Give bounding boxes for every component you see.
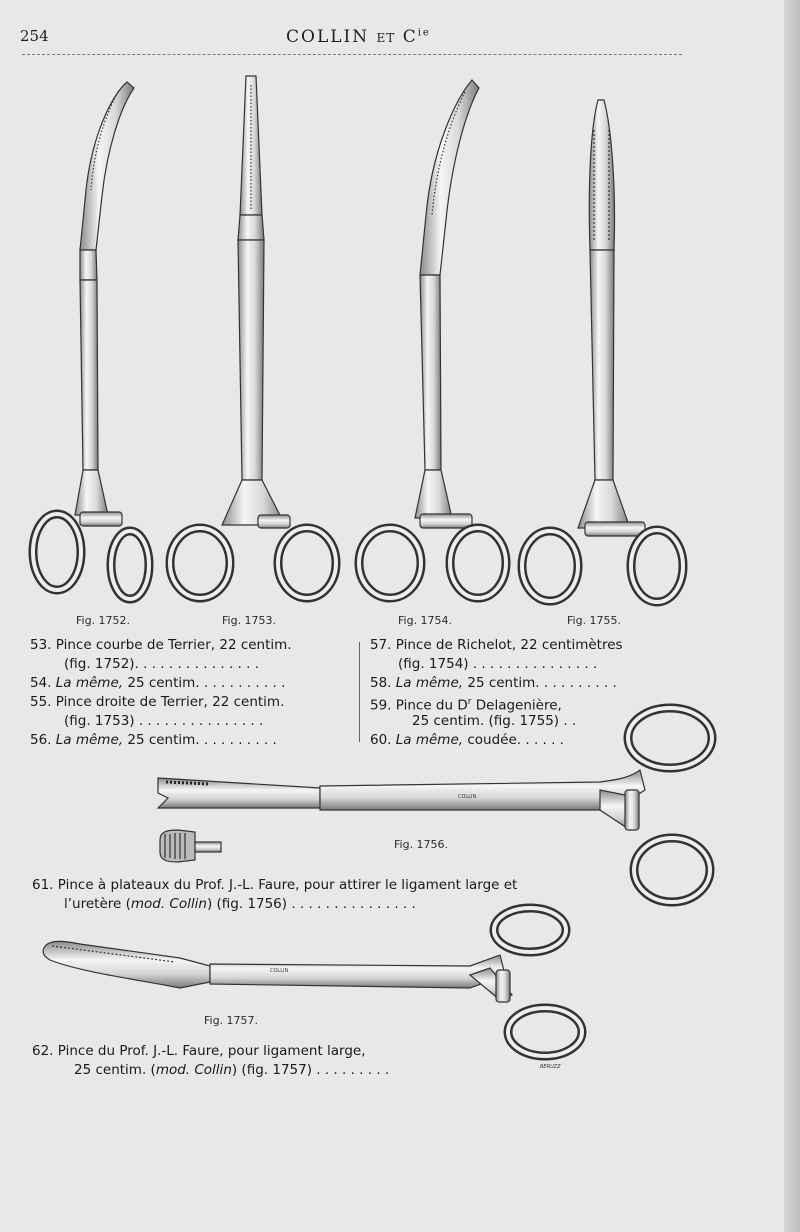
title-sup: ie bbox=[417, 27, 431, 39]
column-divider bbox=[359, 642, 360, 742]
stamp-engraver: BERUZZ bbox=[540, 1064, 561, 1070]
item-54-num: 54. bbox=[30, 675, 56, 691]
item-62-text-a: 25 centim. ( bbox=[74, 1062, 156, 1078]
item-62-italic: mod. Collin bbox=[155, 1062, 232, 1078]
forceps-fig-1757 bbox=[43, 908, 582, 1056]
item-53-line2: (fig. 1752). . . . . . . . . . . . . . . bbox=[64, 656, 259, 672]
item-56-rest: 25 centim. . . . . . . . . . bbox=[123, 732, 277, 748]
item-60 bbox=[370, 731, 564, 750]
item-56 bbox=[30, 731, 277, 750]
stamp-collin-1757: COLLIN bbox=[270, 968, 289, 974]
item-55-line2: (fig. 1753) . . . . . . . . . . . . . . . bbox=[64, 713, 264, 729]
item-61-line1: 61. Pince à plateaux du Prof. J.-L. Faure, pour attirer le ligament large et bbox=[32, 877, 518, 893]
item-54 bbox=[30, 674, 285, 693]
item-58-num: 58. bbox=[370, 675, 396, 691]
item-57-line2: (fig. 1754) . . . . . . . . . . . . . . . bbox=[398, 656, 598, 672]
forceps-fig-1752 bbox=[33, 82, 149, 599]
title-c: C bbox=[402, 27, 418, 47]
item-59-text-a: 59. Pince du D bbox=[370, 697, 468, 714]
caption-fig-1754: Fig. 1754. bbox=[398, 614, 453, 627]
item-57-line1: 57. Pince de Richelot, 22 centimètres bbox=[370, 637, 623, 653]
item-59-line2: 25 centim. (fig. 1755) . . bbox=[412, 713, 577, 729]
title-et: ET bbox=[376, 31, 396, 45]
item-62-text-b: ) (fig. 1757) . . . . . . . . . bbox=[231, 1062, 390, 1078]
forceps-fig-1754 bbox=[359, 80, 506, 598]
forceps-fig-1755 bbox=[522, 100, 683, 602]
item-61-line2 bbox=[64, 895, 416, 914]
caption-fig-1757: Fig. 1757. bbox=[204, 1014, 259, 1027]
item-61-text-b: ) (fig. 1756) . . . . . . . . . . . . . . . bbox=[206, 896, 416, 912]
item-54-rest: 25 centim. . . . . . . . . . . bbox=[123, 675, 286, 691]
item-55-line1: 55. Pince droite de Terrier, 22 centim. bbox=[30, 694, 285, 710]
item-56-italic: La même, bbox=[55, 732, 124, 748]
item-61-text-a: l’uretère ( bbox=[64, 896, 131, 912]
item-59-text-b: Delagenière, bbox=[471, 697, 562, 714]
caption-fig-1752: Fig. 1752. bbox=[76, 614, 131, 627]
item-59-sup: r bbox=[467, 697, 472, 707]
item-60-num: 60. bbox=[370, 732, 396, 748]
item-53-line1: 53. Pince courbe de Terrier, 22 centim. bbox=[30, 637, 292, 653]
item-58 bbox=[370, 674, 617, 693]
caption-fig-1756: Fig. 1756. bbox=[394, 838, 449, 851]
item-58-italic: La même, bbox=[395, 675, 464, 691]
page-number: 254 bbox=[20, 27, 49, 45]
item-60-rest: coudée. . . . . . bbox=[463, 732, 564, 748]
caption-fig-1755: Fig. 1755. bbox=[567, 614, 622, 627]
caption-fig-1753: Fig. 1753. bbox=[222, 614, 277, 627]
item-56-num: 56. bbox=[30, 732, 56, 748]
item-62-line2 bbox=[74, 1061, 389, 1080]
item-60-italic: La même, bbox=[395, 732, 464, 748]
title-collin: COLLIN bbox=[286, 27, 370, 47]
item-62-line1: 62. Pince du Prof. J.-L. Faure, pour ligament large, bbox=[32, 1043, 366, 1059]
item-61-italic: mod. Collin bbox=[130, 896, 207, 912]
item-58-rest: 25 centim. . . . . . . . . . bbox=[463, 675, 617, 691]
stamp-collin-1756: COLLIN bbox=[458, 794, 477, 800]
forceps-fig-1753 bbox=[170, 76, 336, 598]
item-54-italic: La même, bbox=[55, 675, 124, 691]
